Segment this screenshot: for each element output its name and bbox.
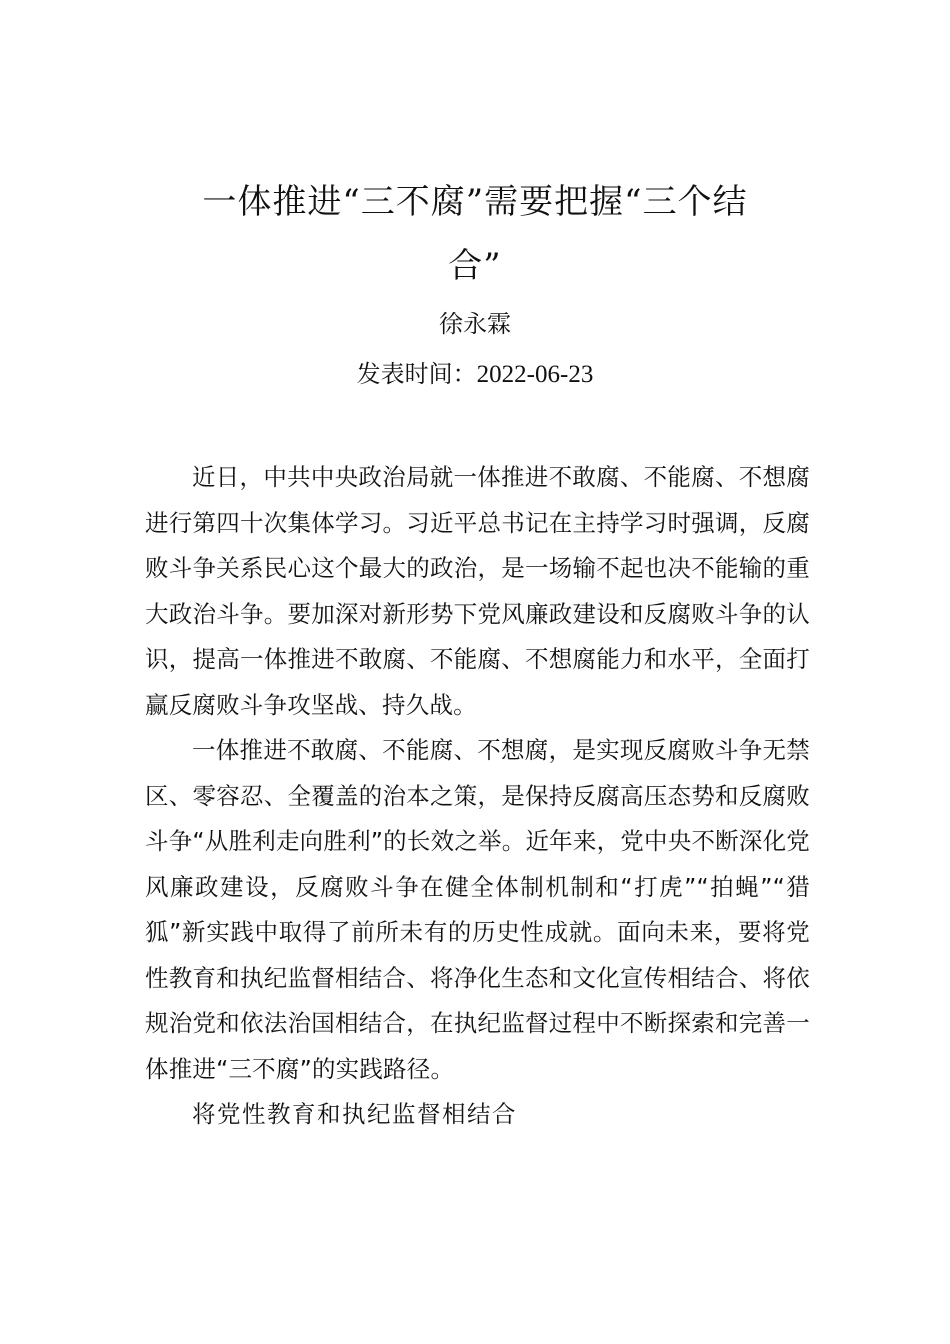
section-heading: 将党性教育和执纪监督相结合 bbox=[192, 1100, 517, 1128]
paragraph-2: 一体推进不敢腐、不能腐、不想腐，是实现反腐败斗争无禁区、零容忍、全覆盖的治本之策，是保持反腐高压态势和反腐败斗争“从胜利走向胜利”的长效之举。近年来，党中央不断深化党风廉政建设，反腐败斗争在健全体制机制和“打虎”“拍蝇”“猎狐”新实践中取得了前所未有的历史性成就。面向未来，要将党性教育和执纪监督相结合、将净化生态和文化宣传相结合、将依规治党和依法治国相结合，在执纪监督过程中不断探索和完善一体推进“三不腐”的实践路径。 bbox=[145, 736, 810, 1083]
document-title-line-1: 一体推进“三不腐”需要把握“三个结 bbox=[202, 182, 748, 222]
document-title-line-2: 合” bbox=[448, 246, 502, 286]
author-name: 徐永霖 bbox=[439, 310, 511, 338]
publish-date bbox=[0, 354, 950, 395]
paragraph-1: 近日，中共中央政治局就一体推进不敢腐、不能腐、不想腐进行第四十次集体学习。习近平总书记在主持学习时强调，反腐败斗争关系民心这个最大的政治，是一场输不起也决不能输的重大政治斗争。要加深对新形势下党风廉政建设和反腐败斗争的认识，提高一体推进不敢腐、不能腐、不想腐能力和水平，全面打赢反腐败斗争攻坚战、持久战。 bbox=[145, 463, 810, 719]
publish-date-value: 2022-06-23 bbox=[476, 361, 594, 388]
article-body bbox=[145, 455, 810, 1138]
publish-date-label: 发表时间： bbox=[356, 360, 477, 388]
